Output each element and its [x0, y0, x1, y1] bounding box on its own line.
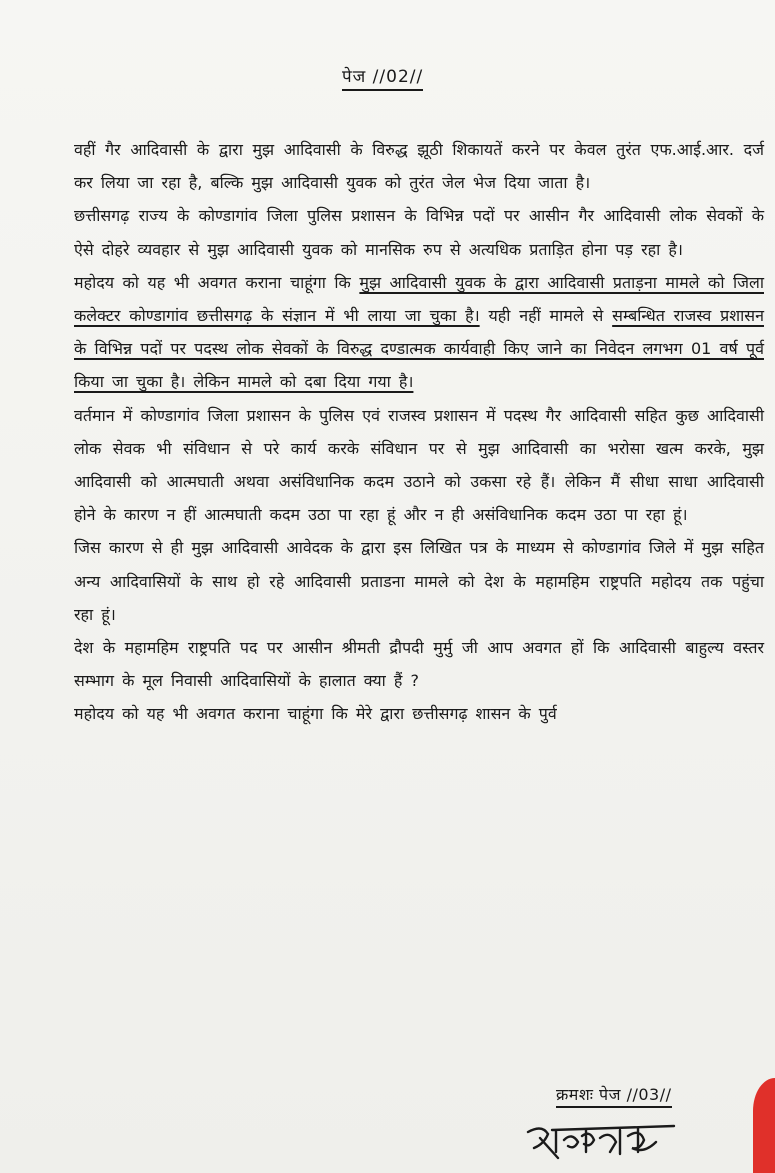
continued-page-label: क्रमशः पेज //03// [556, 1083, 672, 1108]
handwritten-signature [524, 1118, 674, 1168]
page-number-header: पेज //02// [342, 64, 423, 91]
letter-body [74, 133, 764, 731]
underlined-text: मुझ आदिवासी युवक के द्वारा आदिवासी प्रताड़ना मामले को जिला कलेक्टर कोण्डागांव छत्तीसगढ़ के संज्ञान में भी लाया जा चुका है। [74, 272, 764, 326]
red-corner-decoration [753, 1078, 775, 1173]
body-paragraph [74, 266, 764, 399]
body-paragraph [74, 199, 764, 265]
body-paragraph [74, 399, 764, 532]
paragraph-text: वहीं गैर आदिवासी के द्वारा मुझ आदिवासी के विरुद्ध झूठी शिकायतें करने पर केवल तुरंत एफ.आई.आर. दर्ज कर लिया जा रहा है, बल्कि मुझ आदिवासी युवक को तुरंत जेल भेज दिया जाता है। [74, 140, 764, 193]
paragraph-text: महोदय को यह भी अवगत कराना चाहूंगा कि मेरे द्वारा छत्तीसगढ़ शासन के पुर्व [74, 704, 557, 724]
paragraph-text: यही नहीं मामले से [479, 306, 613, 326]
body-paragraph [74, 133, 764, 199]
paragraph-text: महोदय को यह भी अवगत कराना चाहूंगा कि [74, 272, 360, 292]
underlined-text: सम्बन्धित राजस्व प्रशासन के विभिन्न पदों पर पदस्थ लोक सेवकों के विरुद्ध दण्डात्मक कार्यवाही किए जाने का निवेदन लगभग 01 वर्ष पूर्व किया जा चुका है। लेकिन मामले को दबा दिया गया है। [74, 306, 764, 392]
body-paragraph [74, 531, 764, 631]
paragraph-text: छत्तीसगढ़ राज्य के कोण्डागांव जिला पुलिस प्रशासन के विभिन्न पदों पर आसीन गैर आदिवासी लोक सेवकों के ऐसे दोहरे व्यवहार से मुझ आदिवासी युवक को मानसिक रुप से अत्यधिक प्रताड़ित होना पड़ रहा है। [74, 206, 764, 259]
paragraph-text: वर्तमान में कोण्डागांव जिला प्रशासन के पुलिस एवं राजस्व प्रशासन में पदस्थ गैर आदिवासी सहित कुछ आदिवासी लोक सेवक भी संविधान से परे कार्य करके संविधान पर से मुझ आदिवासी का भरोसा खत्म करके, मुझ आदिवासी को आत्मघाती अथवा असंविधानिक कदम उठाने को उकसा रहे हैं। लेकिन मैं सीधा साधा आदिवासी होने के कारण न हीं आत्मघाती कदम उठा पा रहा हूं और न ही असंविधानिक कदम उठा पा रहा हूं। [74, 405, 764, 525]
body-paragraph [74, 631, 764, 697]
body-paragraph [74, 697, 764, 730]
paragraph-text: जिस कारण से ही मुझ आदिवासी आवेदक के द्वारा इस लिखित पत्र के माध्यम से कोण्डागांव जिले में मुझ सहित अन्य आदिवासियों के साथ हो रहे आदिवासी प्रताडना मामले को देश के महामहिम राष्ट्रपति महोदय तक पहुंचा रहा हूं। [74, 538, 764, 624]
paragraph-text: देश के महामहिम राष्ट्रपति पद पर आसीन श्रीमती द्रौपदी मुर्मु जी आप अवगत हों कि आदिवासी बाहुल्य वस्तर सम्भाग के मूल निवासी आदिवासियों के हालात क्या हैं ? [74, 638, 764, 691]
